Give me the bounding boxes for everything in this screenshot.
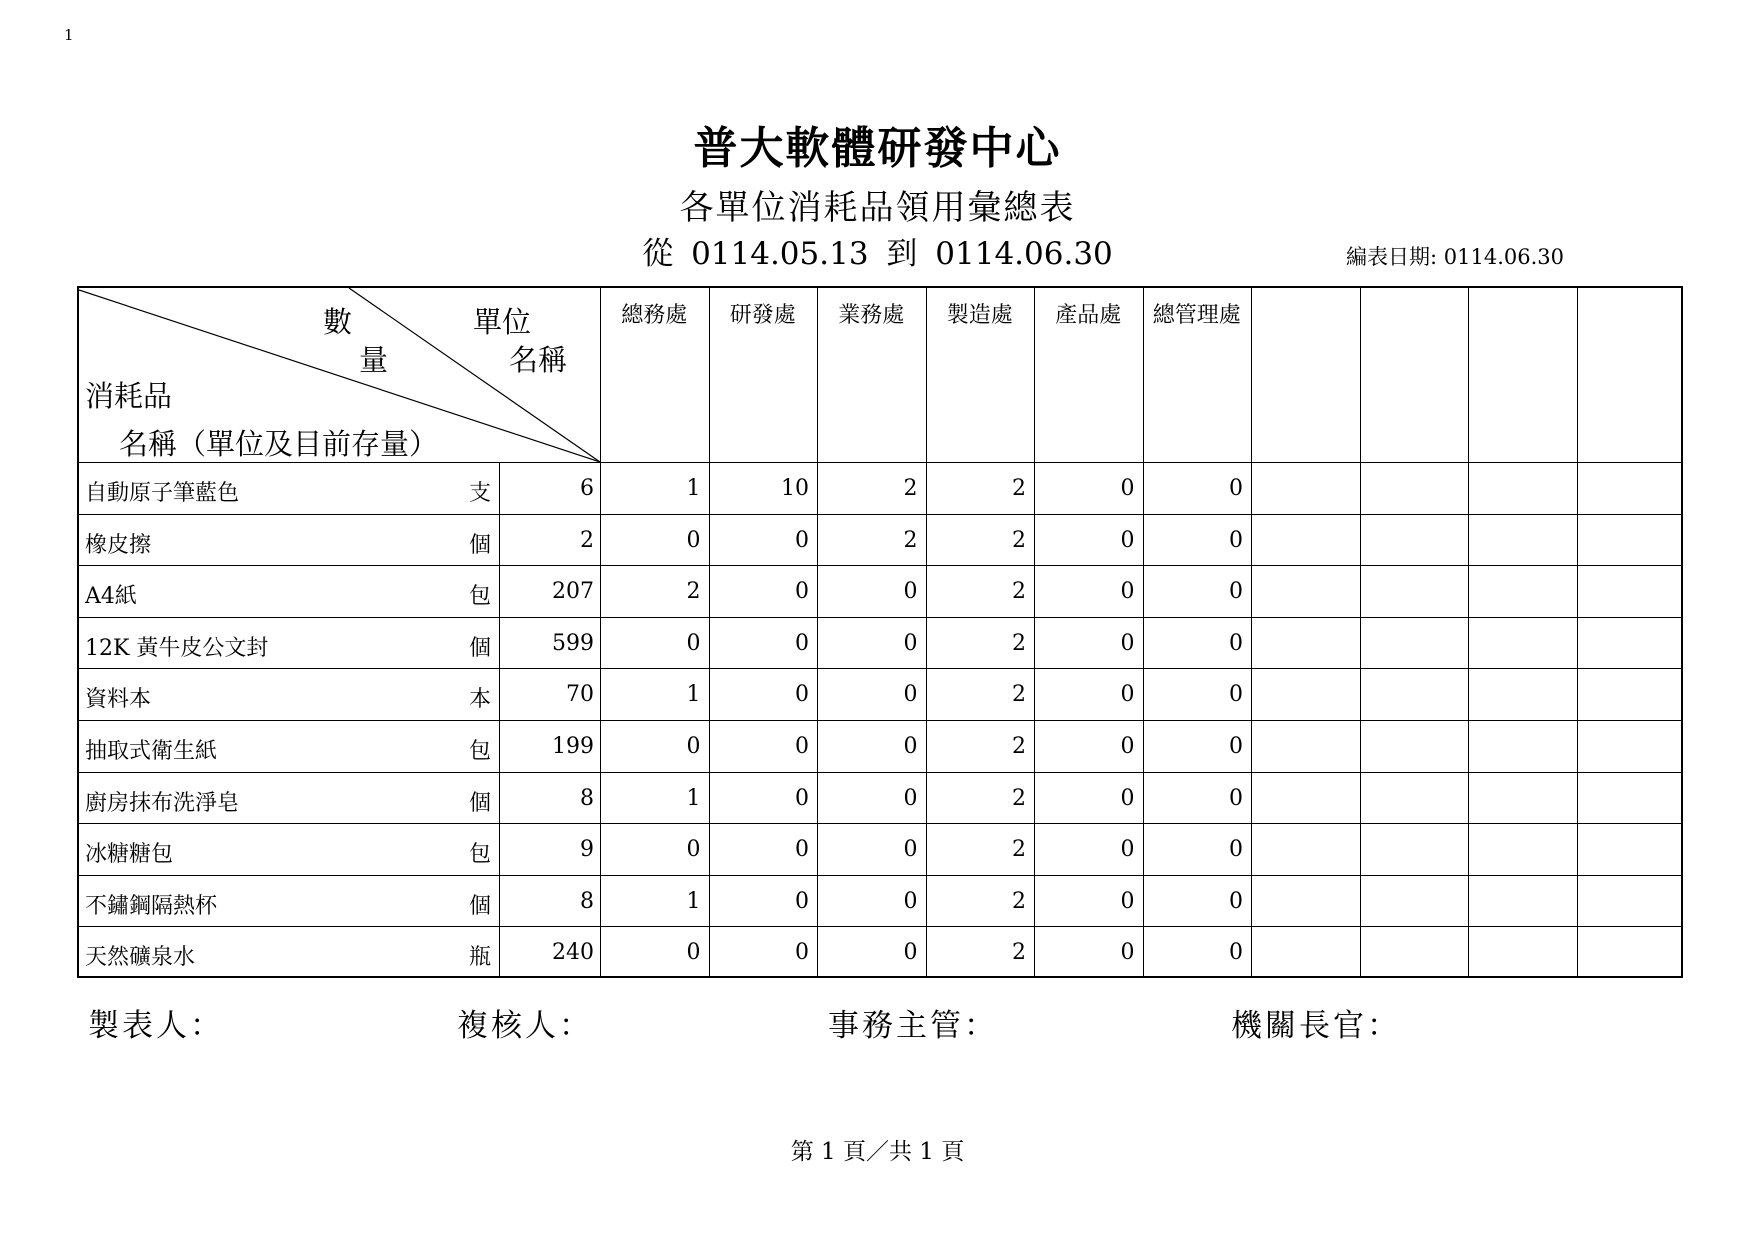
item-unit: 支 bbox=[469, 481, 492, 506]
item-stock: 207 bbox=[552, 579, 594, 605]
dept-header: 製造處 bbox=[946, 303, 1013, 328]
col-divider bbox=[709, 288, 710, 976]
dept-qty: 0 bbox=[1120, 734, 1135, 759]
signature-agency-head: 機關長官： bbox=[1231, 1008, 1401, 1044]
item-name: 冰糖糖包 bbox=[85, 842, 174, 868]
dept-qty: 1 bbox=[686, 682, 701, 708]
dept-qty: 2 bbox=[1012, 734, 1026, 759]
row-divider bbox=[79, 772, 1681, 773]
item-stock: 8 bbox=[580, 888, 594, 914]
dept-qty: 0 bbox=[903, 682, 918, 708]
dept-qty: 0 bbox=[1120, 682, 1135, 708]
corner-name: 名稱 bbox=[509, 343, 568, 377]
made-date-value: 0114.06.30 bbox=[1443, 245, 1565, 269]
item-stock: 240 bbox=[552, 940, 594, 966]
period-from: 0114.05.13 bbox=[691, 236, 869, 272]
item-stock: 8 bbox=[580, 785, 594, 811]
dept-qty: 0 bbox=[686, 527, 701, 553]
col-divider bbox=[1577, 288, 1578, 976]
dept-qty: 0 bbox=[903, 940, 918, 966]
col-divider bbox=[1468, 288, 1469, 976]
dept-qty: 0 bbox=[795, 888, 809, 914]
dept-qty: 2 bbox=[1012, 785, 1026, 811]
dept-header: 研發處 bbox=[729, 303, 796, 328]
dept-qty: 2 bbox=[1012, 888, 1026, 914]
page-footer: 第 1 頁／共 1 頁 bbox=[790, 1139, 965, 1165]
col-divider bbox=[926, 288, 927, 976]
row-divider bbox=[79, 565, 1681, 566]
dept-qty: 0 bbox=[1120, 527, 1135, 553]
item-unit: 包 bbox=[469, 739, 492, 764]
dept-header: 總務處 bbox=[621, 303, 688, 328]
item-name: 資料本 bbox=[85, 687, 152, 713]
item-stock: 199 bbox=[552, 734, 594, 759]
dept-qty: 2 bbox=[1012, 630, 1026, 656]
dept-qty: 0 bbox=[903, 785, 918, 811]
dept-qty: 0 bbox=[1229, 785, 1243, 811]
dept-qty: 2 bbox=[1012, 527, 1026, 553]
dept-qty: 0 bbox=[1229, 527, 1243, 553]
period-to: 0114.06.30 bbox=[935, 236, 1113, 272]
report-title: 普大軟體研發中心 bbox=[693, 123, 1062, 174]
col-divider bbox=[600, 288, 601, 976]
col-divider bbox=[1251, 288, 1252, 976]
corner-item-label: 消耗品 bbox=[85, 379, 173, 413]
dept-qty: 0 bbox=[686, 734, 701, 759]
dept-qty: 0 bbox=[686, 940, 701, 966]
dept-qty: 2 bbox=[1012, 579, 1026, 605]
item-unit: 包 bbox=[469, 842, 492, 868]
row-divider bbox=[79, 823, 1681, 824]
dept-qty: 10 bbox=[781, 476, 809, 501]
item-stock: 599 bbox=[552, 630, 594, 656]
col-divider bbox=[499, 462, 500, 978]
row-divider bbox=[79, 926, 1681, 927]
item-unit: 個 bbox=[469, 790, 492, 816]
dept-qty: 0 bbox=[686, 837, 701, 863]
item-unit: 個 bbox=[469, 893, 492, 919]
dept-qty: 0 bbox=[1229, 476, 1243, 501]
item-name: 抽取式衛生紙 bbox=[85, 739, 218, 764]
item-stock: 9 bbox=[580, 837, 594, 863]
corner-item-sub: 名稱（單位及目前存量） bbox=[119, 427, 439, 461]
summary-table bbox=[77, 286, 1683, 978]
dept-qty: 2 bbox=[1012, 682, 1026, 708]
item-unit: 包 bbox=[469, 584, 492, 610]
dept-qty: 2 bbox=[1012, 837, 1026, 863]
item-name: 不鏽鋼隔熱杯 bbox=[85, 893, 218, 919]
col-divider bbox=[1034, 288, 1035, 976]
item-name: 天然礦泉水 bbox=[85, 945, 196, 971]
dept-qty: 2 bbox=[686, 579, 701, 605]
signature-preparer: 製表人： bbox=[88, 1008, 224, 1044]
item-name: 自動原子筆藍色 bbox=[85, 481, 240, 506]
dept-qty: 0 bbox=[1120, 837, 1135, 863]
dept-qty: 0 bbox=[1229, 630, 1243, 656]
row-divider bbox=[79, 617, 1681, 618]
dept-qty: 2 bbox=[1012, 476, 1026, 501]
item-unit: 個 bbox=[469, 635, 492, 661]
dept-qty: 0 bbox=[1120, 785, 1135, 811]
corner-unit: 單位 bbox=[473, 305, 532, 339]
page-marker: 1 bbox=[64, 26, 74, 44]
dept-qty: 0 bbox=[1229, 888, 1243, 914]
col-divider bbox=[1360, 288, 1361, 976]
period-from-label: 從 bbox=[642, 236, 674, 272]
item-name: 橡皮擦 bbox=[85, 532, 152, 558]
dept-qty: 0 bbox=[903, 888, 918, 914]
corner-qty-2: 量 bbox=[359, 343, 389, 377]
made-date bbox=[1346, 241, 1564, 271]
dept-qty: 0 bbox=[795, 682, 809, 708]
row-divider bbox=[79, 462, 1681, 463]
dept-qty: 0 bbox=[795, 940, 809, 966]
dept-qty: 2 bbox=[1012, 940, 1026, 966]
dept-qty: 0 bbox=[795, 734, 809, 759]
dept-qty: 2 bbox=[903, 527, 918, 553]
item-stock: 70 bbox=[566, 682, 594, 708]
row-divider bbox=[79, 720, 1681, 721]
col-divider bbox=[817, 288, 818, 976]
dept-qty: 0 bbox=[1120, 940, 1135, 966]
row-divider bbox=[79, 668, 1681, 669]
dept-header: 總管理處 bbox=[1152, 303, 1241, 328]
dept-qty: 0 bbox=[1229, 579, 1243, 605]
dept-qty: 0 bbox=[903, 734, 918, 759]
row-divider bbox=[79, 875, 1681, 876]
item-name: 12K 黃牛皮公文封 bbox=[85, 635, 269, 661]
dept-qty: 0 bbox=[795, 527, 809, 553]
item-name: A4紙 bbox=[85, 584, 137, 610]
col-divider bbox=[1143, 288, 1144, 976]
row-divider bbox=[79, 514, 1681, 515]
period-to-label: 到 bbox=[886, 236, 918, 272]
dept-header: 產品處 bbox=[1055, 303, 1122, 328]
made-date-label: 編表日期: bbox=[1346, 245, 1438, 269]
signature-affairs-supervisor: 事務主管： bbox=[828, 1008, 998, 1044]
signature-reviewer: 複核人： bbox=[457, 1008, 593, 1044]
item-stock: 2 bbox=[580, 527, 594, 553]
dept-qty: 0 bbox=[1120, 579, 1135, 605]
dept-qty: 0 bbox=[1120, 476, 1135, 501]
dept-qty: 0 bbox=[1229, 682, 1243, 708]
dept-qty: 0 bbox=[1120, 888, 1135, 914]
dept-qty: 0 bbox=[1229, 837, 1243, 863]
dept-qty: 0 bbox=[903, 630, 918, 656]
dept-qty: 0 bbox=[1229, 734, 1243, 759]
dept-qty: 1 bbox=[686, 888, 701, 914]
dept-header: 業務處 bbox=[838, 303, 905, 328]
dept-qty: 0 bbox=[795, 630, 809, 656]
dept-qty: 0 bbox=[1229, 940, 1243, 966]
item-unit: 瓶 bbox=[469, 945, 492, 971]
report-subtitle: 各單位消耗品領用彙總表 bbox=[679, 188, 1076, 228]
item-unit: 個 bbox=[469, 532, 492, 558]
item-name: 廚房抹布洗淨皂 bbox=[85, 790, 240, 816]
dept-qty: 0 bbox=[1120, 630, 1135, 656]
corner-qty-1: 數 bbox=[323, 305, 353, 339]
dept-qty: 2 bbox=[903, 476, 918, 501]
dept-qty: 0 bbox=[686, 630, 701, 656]
dept-qty: 0 bbox=[795, 785, 809, 811]
dept-qty: 0 bbox=[795, 579, 809, 605]
item-unit: 本 bbox=[469, 687, 492, 713]
item-stock: 6 bbox=[580, 476, 594, 501]
dept-qty: 0 bbox=[795, 837, 809, 863]
dept-qty: 0 bbox=[903, 837, 918, 863]
dept-qty: 1 bbox=[686, 785, 701, 811]
dept-qty: 0 bbox=[903, 579, 918, 605]
dept-qty: 1 bbox=[686, 476, 701, 501]
